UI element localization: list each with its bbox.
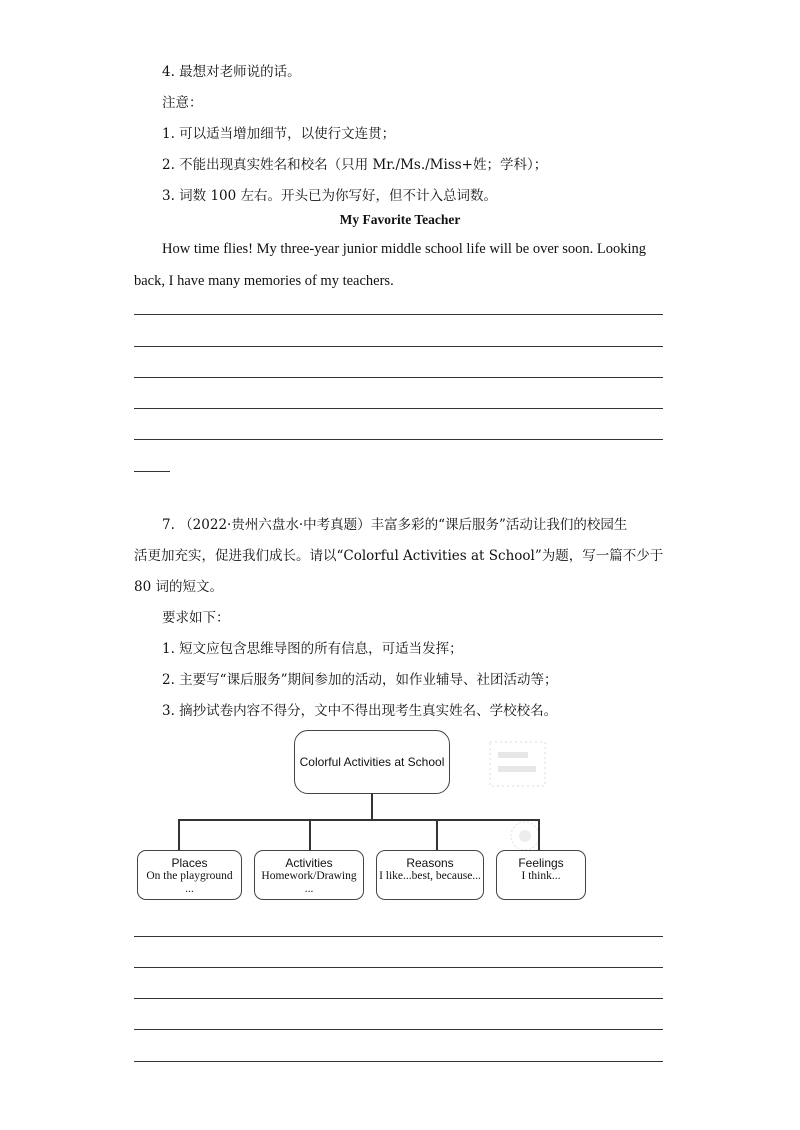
essay-opening-line-1: How time flies! My three-year junior middle school life will be over soon. Looking bbox=[162, 241, 647, 257]
notes-heading: 注意： bbox=[162, 95, 203, 111]
node-heading: Activities bbox=[285, 856, 333, 870]
connector bbox=[309, 819, 311, 851]
node-heading: Feelings bbox=[518, 856, 564, 870]
note-2: 2. 不能出现真实姓名和校名（只用 Mr./Ms./Miss+姓；学科）； bbox=[162, 157, 548, 173]
answer-line[interactable] bbox=[134, 408, 663, 409]
node-more: ... bbox=[304, 883, 314, 895]
scan-smudge bbox=[488, 740, 548, 790]
connector bbox=[371, 793, 373, 820]
node-more: ... bbox=[185, 883, 194, 895]
answer-line[interactable] bbox=[134, 314, 663, 315]
answer-line[interactable] bbox=[134, 377, 663, 378]
prompt-item-4: 4. 最想对老师说的话。 bbox=[162, 64, 301, 80]
connector bbox=[178, 819, 180, 851]
mind-map-node-feelings bbox=[496, 850, 586, 900]
mind-map-node-places bbox=[137, 850, 242, 900]
node-detail: I like...best, because... bbox=[379, 870, 481, 882]
answer-line[interactable] bbox=[134, 998, 663, 999]
node-detail: On the playground bbox=[146, 870, 233, 882]
answer-line[interactable] bbox=[134, 439, 663, 440]
mind-map-node-reasons bbox=[376, 850, 484, 900]
answer-line[interactable] bbox=[134, 1029, 663, 1030]
q7-line-3: 80 词的短文。 bbox=[134, 579, 223, 595]
node-heading: Places bbox=[171, 856, 208, 870]
connector bbox=[436, 819, 438, 851]
q7-requirement-2: 2. 主要写“课后服务”期间参加的活动，如作业辅导、社团活动等； bbox=[162, 672, 558, 688]
essay-opening-line-2: back, I have many memories of my teachers. bbox=[134, 273, 394, 289]
node-detail: I think... bbox=[521, 870, 561, 882]
answer-line-end[interactable] bbox=[134, 471, 170, 472]
connector bbox=[178, 819, 539, 821]
node-detail: Homework/Drawing bbox=[261, 870, 357, 882]
q7-line-1: 7. （2022·贵州六盘水·中考真题）丰富多彩的“课后服务”活动让我们的校园生 bbox=[162, 517, 628, 533]
mind-map-node-activities bbox=[254, 850, 364, 900]
q7-requirement-1: 1. 短文应包含思维导图的所有信息，可适当发挥； bbox=[162, 641, 463, 657]
scan-smudge bbox=[505, 818, 550, 853]
answer-line[interactable] bbox=[134, 967, 663, 968]
answer-line[interactable] bbox=[134, 346, 663, 347]
q7-line-2: 活更加充实，促进我们成长。请以“Colorful Activities at School”为题，写一篇不少于 bbox=[134, 548, 664, 564]
answer-line[interactable] bbox=[134, 936, 663, 937]
answer-line[interactable] bbox=[134, 1061, 663, 1062]
mind-map-root: Colorful Activities at School bbox=[294, 730, 450, 794]
q7-requirement-3: 3. 摘抄试卷内容不得分，文中不得出现考生真实姓名、学校校名。 bbox=[162, 703, 558, 719]
connector bbox=[538, 819, 540, 851]
note-1: 1. 可以适当增加细节，以使行文连贯； bbox=[162, 126, 396, 142]
essay-title: My Favorite Teacher bbox=[339, 212, 461, 227]
q7-requirements-heading: 要求如下： bbox=[162, 610, 230, 626]
note-3: 3. 词数 100 左右。开头已为你写好，但不计入总词数。 bbox=[162, 188, 498, 204]
node-heading: Reasons bbox=[406, 856, 454, 870]
